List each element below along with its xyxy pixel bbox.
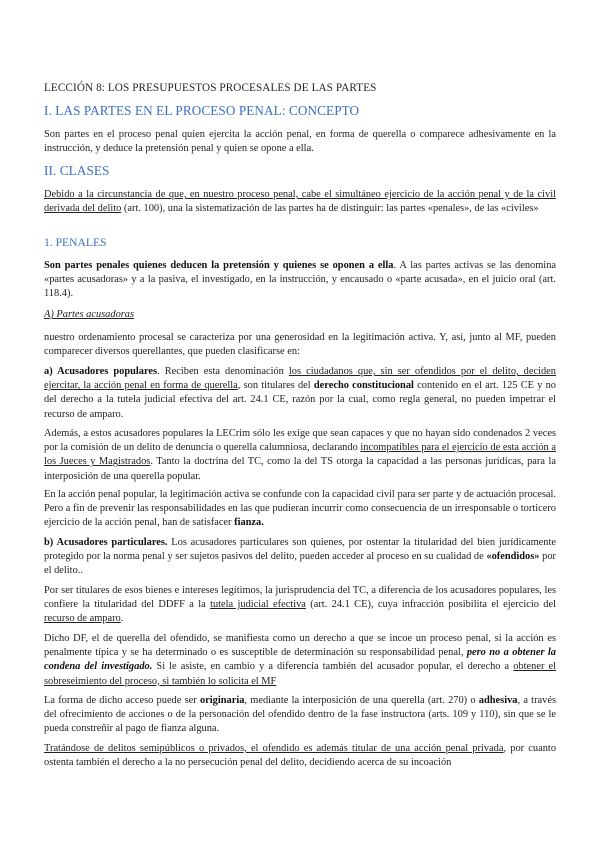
paragraph-delitos-privados: Tratándose de delitos semipúblicos o privados, el ofendido es además titular de una acción penal privada, por cuanto ostenta también el derecho a la no persecución penal del delito, decidiendo acerca de su incoación [44, 743, 557, 769]
paragraph-acusadores-populares: a) Acusadores populares. Reciben esta denominación los ciudadanos que, sin ser ofendidos por el delito, deciden ejercitar, la acción penal en forma de querella, son titulares del derecho constitucional contenido en el art. 125 CE y no del derecho a la tutela judicial efectiva del art. 24.1 CE, razón por la cual, como regla general, no pueden impetrar el recurso de amparo. [44, 366, 557, 420]
subsection-heading-penales: 1. PENALES [44, 236, 107, 249]
paragraph-legitimacion: nuestro ordenamiento procesal se caracteriza por una generosidad en la legitimación activa. Y, así, junto al MF, pueden comparecer diversos querellantes, que pueden clasificarse en: [44, 332, 556, 358]
paragraph-forma-acceso: La forma de dicho acceso puede ser originaria, mediante la interposición de una querella (art. 270) o adhesiva, a través del ofrecimiento de acciones o de la personación del ofendido dentro de la fase instructora (arts. 109 y 110), sin que se le pueda constreñir al pago de fianza alguna. [44, 695, 556, 735]
paragraph-concepto: Son partes en el proceso penal quien ejercita la acción penal, en forma de querella o comparece adhesivamente en la instrucción, y deduce la pretensión penal y quien se opone a ella. [44, 129, 556, 155]
paragraph-fianza: En la acción penal popular, la legitimación activa se confunde con la capacidad civil para ser parte y de actuación procesal. Pero a fin de prevenir las responsabilidades en las que pudieran incurrir como consecuencia de un irresponsable o torticero ejercicio de la acción penal, han de satisfacer fianza. [44, 489, 556, 529]
section-heading-clases: II. CLASES [44, 163, 110, 178]
page-title: LECCIÓN 8: LOS PRESUPUESTOS PROCESALES DE LAS PARTES [44, 82, 377, 94]
paragraph-clases: Debido a la circunstancia de que, en nuestro proceso penal, cabe el simultáneo ejercicio de la acción penal y de la civil derivada del delito (art. 100), una la sistematización de las partes ha de distinguir: las partes «penales», de las «civiles» [44, 189, 556, 215]
paragraph-acusadores-particulares: b) Acusadores particulares. Los acusadores particulares son quienes, por ostentar la titularidad del bien jurídicamente protegido por la norma penal y ser sujetos pasivos del delito, pueden acceder al proceso en su cualidad de «ofendidos» por el delito.. [44, 537, 556, 577]
section-heading-concepto: I. LAS PARTES EN EL PROCESO PENAL: CONCEPTO [44, 103, 360, 118]
paragraph-tutela-judicial: Por ser titulares de esos bienes e intereses legítimos, la jurisprudencia del TC, a diferencia de los acusadores populares, les confiere la titularidad del DDFF a la tutela judicial efectiva (art. 24.1 CE), cuya infracción posibilita el ejercicio del recurso de amparo. [44, 585, 556, 625]
paragraph-partes-penales: Son partes penales quienes deducen la pretensión y quienes se oponen a ella. A las partes activas se las denomina «partes acusadoras» y a la pasiva, el investigado, en la instrucción, y encausado o «parte acusada», en el juicio oral (art. 118.4). [44, 260, 556, 300]
sub-heading-partes-acusadoras: A) Partes acusadoras [44, 309, 135, 320]
paragraph-derecho-querella: Dicho DF, el de querella del ofendido, se manifiesta como un derecho a que se incoe un proceso penal, si la acción es penalmente típica y se ha determinado o es susceptible de determinación su responsabilidad penal, pero no a obtener la condena del investigado. Si le asiste, en cambio y a diferencia también del acusador popular, el derecho a obtener el sobreseimiento del proceso, si también lo solicita el MF [44, 633, 556, 687]
paragraph-requisitos: Además, a estos acusadores populares la LECrim sólo les exige que sean capaces y que no hayan sido condenados 2 veces por la comisión de un delito de denuncia o querella calumniosa, declarando incompatibles para el ejercicio de esta acción a los Jueces y Magistrados. Tanto la doctrina del TC, como la del TS otorga la capacidad a las personas jurídicas, para la interposición de una querella popular. [44, 428, 556, 482]
